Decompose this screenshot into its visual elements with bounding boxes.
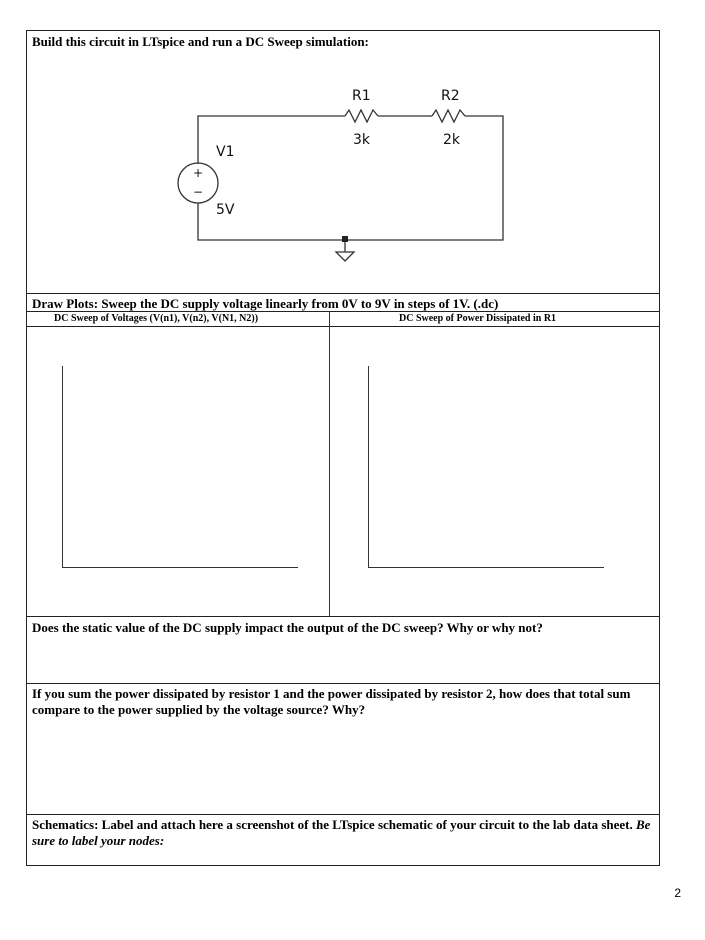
plots-divider (329, 311, 330, 617)
v1-name: V1 (216, 144, 235, 160)
question-power-sum: If you sum the power dissipated by resistor 1 and the power dissipated by resistor 2, how does that total sum compare to the power supplied by the voltage source? Why? (32, 686, 631, 717)
plots-section (26, 293, 660, 617)
plus-sign: + (193, 166, 204, 180)
r2-name: R2 (441, 88, 460, 104)
r1-name: R1 (352, 88, 371, 104)
schematics-instructions (32, 817, 652, 849)
circuit-heading: Build this circuit in LTspice and run a DC Sweep simulation: (32, 34, 369, 49)
circuit-schematic (0, 0, 705, 300)
r1-value: 3k (353, 132, 371, 148)
plots-heading: Draw Plots: Sweep the DC supply voltage linearly from 0V to 9V in steps of 1V. (.dc) (32, 296, 499, 311)
left-plot-x-axis (62, 567, 298, 568)
question-static-value: Does the static value of the DC supply impact the output of the DC sweep? Why or why not? (32, 620, 543, 635)
right-plot-x-axis (368, 567, 604, 568)
minus-sign: − (193, 185, 204, 199)
right-plot-y-axis (368, 366, 369, 568)
schematics-text: Schematics: Label and attach here a screenshot of the LTspice schematic of your circuit to the lab data sheet. (32, 817, 633, 832)
v1-value: 5V (216, 202, 235, 218)
schematics-label-note: Be sure to label your nodes: (32, 817, 651, 848)
plot-left-title: DC Sweep of Voltages (V(n1), V(n2), V(N1, N2)) (54, 313, 259, 324)
left-plot-y-axis (62, 366, 63, 568)
r2-value: 2k (443, 132, 461, 148)
plot-right-title: DC Sweep of Power Dissipated in R1 (399, 313, 557, 324)
page-number: 2 (674, 886, 681, 900)
